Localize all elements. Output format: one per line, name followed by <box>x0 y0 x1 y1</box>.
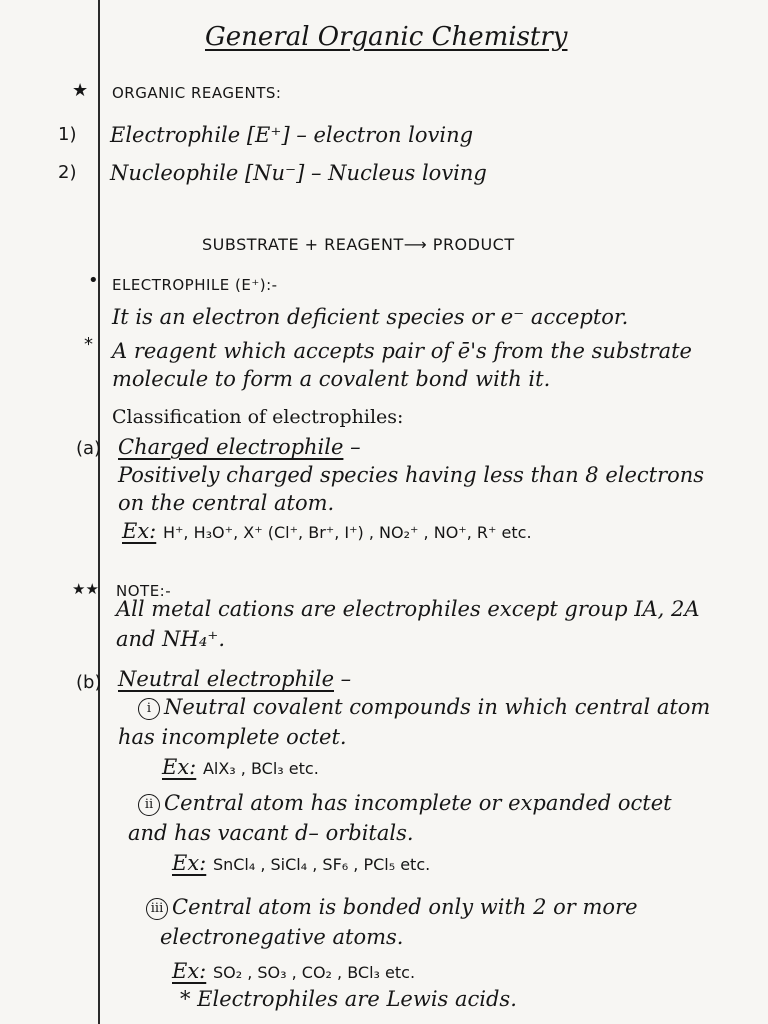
reagent-item: Nucleophile [Nu⁻] – Nucleus loving <box>110 161 487 185</box>
example-label: Ex: <box>172 851 207 875</box>
section-label: (b) <box>76 672 102 693</box>
neutral-line: Central atom is bonded only with 2 or more <box>172 895 638 919</box>
heading-dash: – <box>334 667 352 691</box>
neutral-line: electronegative atoms. <box>160 925 404 949</box>
electrophile-line: molecule to form a covalent bond with it. <box>112 367 551 391</box>
electrophile-line: A reagent which accepts pair of ē's from the substrate <box>112 339 692 363</box>
classification-heading: Classification of electrophiles: <box>112 406 404 428</box>
neutral-line: has incomplete octet. <box>118 725 347 749</box>
item-number: ii <box>138 794 160 816</box>
double-star-bullet: ★★ <box>72 580 99 598</box>
charged-examples: H⁺, H₃O⁺, X⁺ (Cl⁺, Br⁺, I⁺) , NO₂⁺ , NO⁺, R⁺ etc. <box>162 523 532 542</box>
section-label: (a) <box>76 438 102 459</box>
neutral-line: Neutral covalent compounds in which central atom <box>164 695 711 719</box>
note-line: and NH₄⁺. <box>116 627 226 651</box>
neutral-examples: SnCl₄ , SiCl₄ , SF₆ , PCl₅ etc. <box>212 855 431 874</box>
note-heading: NOTE:- <box>116 582 172 600</box>
charged-line: on the central atom. <box>118 491 335 515</box>
heading-dash: – <box>343 435 361 459</box>
reagent-item: Electrophile [E⁺] – electron loving <box>110 123 474 147</box>
asterisk-bullet: * <box>84 334 93 355</box>
example-label: Ex: <box>172 959 207 983</box>
reagents-heading: ORGANIC REAGENTS: <box>112 84 282 102</box>
final-note: * Electrophiles are Lewis acids. <box>180 987 517 1011</box>
neutral-line: Central atom has incomplete or expanded octet <box>164 791 672 815</box>
electrophile-definition: It is an electron deficient species or e⁻ acceptor. <box>112 305 629 329</box>
note-line: All metal cations are electrophiles except group IA, 2A <box>116 597 700 621</box>
dot-bullet: • <box>88 270 99 291</box>
example-label: Ex: <box>162 755 197 779</box>
charged-line: Positively charged species having less than 8 electrons <box>118 463 705 487</box>
item-number: i <box>138 698 160 720</box>
example-label: Ex: <box>122 519 157 543</box>
margin-line <box>98 0 100 1024</box>
charged-heading: Charged electrophile <box>118 435 344 459</box>
neutral-heading: Neutral electrophile <box>118 667 334 691</box>
reaction-equation: SUBSTRATE + REAGENT⟶ PRODUCT <box>202 235 515 254</box>
list-number: 1) <box>58 124 77 145</box>
electrophile-heading: ELECTROPHILE (E⁺):- <box>112 276 278 294</box>
neutral-examples: SO₂ , SO₃ , CO₂ , BCl₃ etc. <box>212 963 416 982</box>
page-title: General Organic Chemistry <box>205 22 568 52</box>
list-number: 2) <box>58 162 77 183</box>
neutral-examples: AlX₃ , BCl₃ etc. <box>202 759 319 778</box>
item-number: iii <box>146 898 168 920</box>
neutral-line: and has vacant d– orbitals. <box>128 821 414 845</box>
star-bullet: ★ <box>72 80 89 101</box>
